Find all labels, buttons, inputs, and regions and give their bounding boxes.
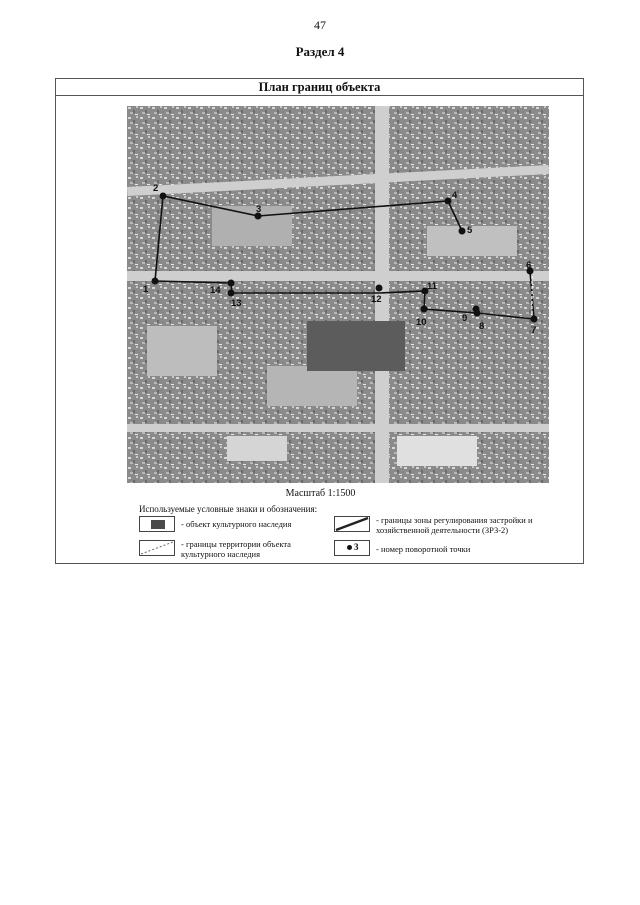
point-label-8: 8 <box>479 321 485 332</box>
point-marker-12 <box>376 285 383 292</box>
legend-point-text: - номер поворотной точки <box>376 544 471 554</box>
point-marker-4 <box>445 198 452 205</box>
point-label-12: 12 <box>371 294 382 305</box>
point-marker-5 <box>459 228 466 235</box>
legend-territory-swatch-box <box>139 540 175 556</box>
point-marker-7 <box>531 316 538 323</box>
point-marker-9 <box>473 306 480 313</box>
point-marker-13 <box>228 290 235 297</box>
scale-label: Масштаб 1:1500 <box>285 488 356 499</box>
legend-territory-text: - границы территории объекта культурного наследия <box>181 539 291 559</box>
point-label-9: 9 <box>462 313 468 324</box>
point-label-5: 5 <box>467 225 473 236</box>
point-label-10: 10 <box>416 317 427 328</box>
point-label-3: 3 <box>256 204 262 215</box>
point-marker-10 <box>421 306 428 313</box>
point-label-14: 14 <box>210 285 221 296</box>
point-label-2: 2 <box>153 183 159 194</box>
point-marker-2 <box>160 193 167 200</box>
point-label-7: 7 <box>531 325 537 336</box>
plan-frame <box>55 78 584 564</box>
legend-title: Используемые условные знаки и обозначения: <box>139 504 318 514</box>
legend-heritage-text: - объект культурного наследия <box>181 519 292 529</box>
legend-zone-text: - границы зоны регулирования застройки и хозяйственной деятельности (ЗРЗ-2) <box>376 515 533 535</box>
point-label-1: 1 <box>143 284 149 295</box>
legend-point-sample-label: 3 <box>354 542 359 552</box>
legend-point-dot <box>347 545 352 550</box>
aerial-map <box>127 106 549 483</box>
map-svg <box>127 106 549 483</box>
heritage-object-building <box>307 321 405 371</box>
legend-zone-swatch-box <box>334 516 370 532</box>
section-title: Раздел 4 <box>295 44 345 59</box>
legend-zone-line <box>336 518 368 530</box>
point-marker-1 <box>152 278 159 285</box>
legend-heritage-swatch-box <box>139 516 175 532</box>
legend-point-swatch-box <box>334 540 370 556</box>
point-marker-14 <box>228 280 235 287</box>
point-label-11: 11 <box>427 281 438 292</box>
point-label-4: 4 <box>452 190 458 201</box>
point-label-13: 13 <box>231 298 242 309</box>
legend-heritage-swatch <box>151 520 165 529</box>
point-label-6: 6 <box>526 260 532 271</box>
legend-territory-line <box>141 542 173 554</box>
page-number: 47 <box>314 18 326 32</box>
plan-title: План границ объекта <box>56 79 583 96</box>
